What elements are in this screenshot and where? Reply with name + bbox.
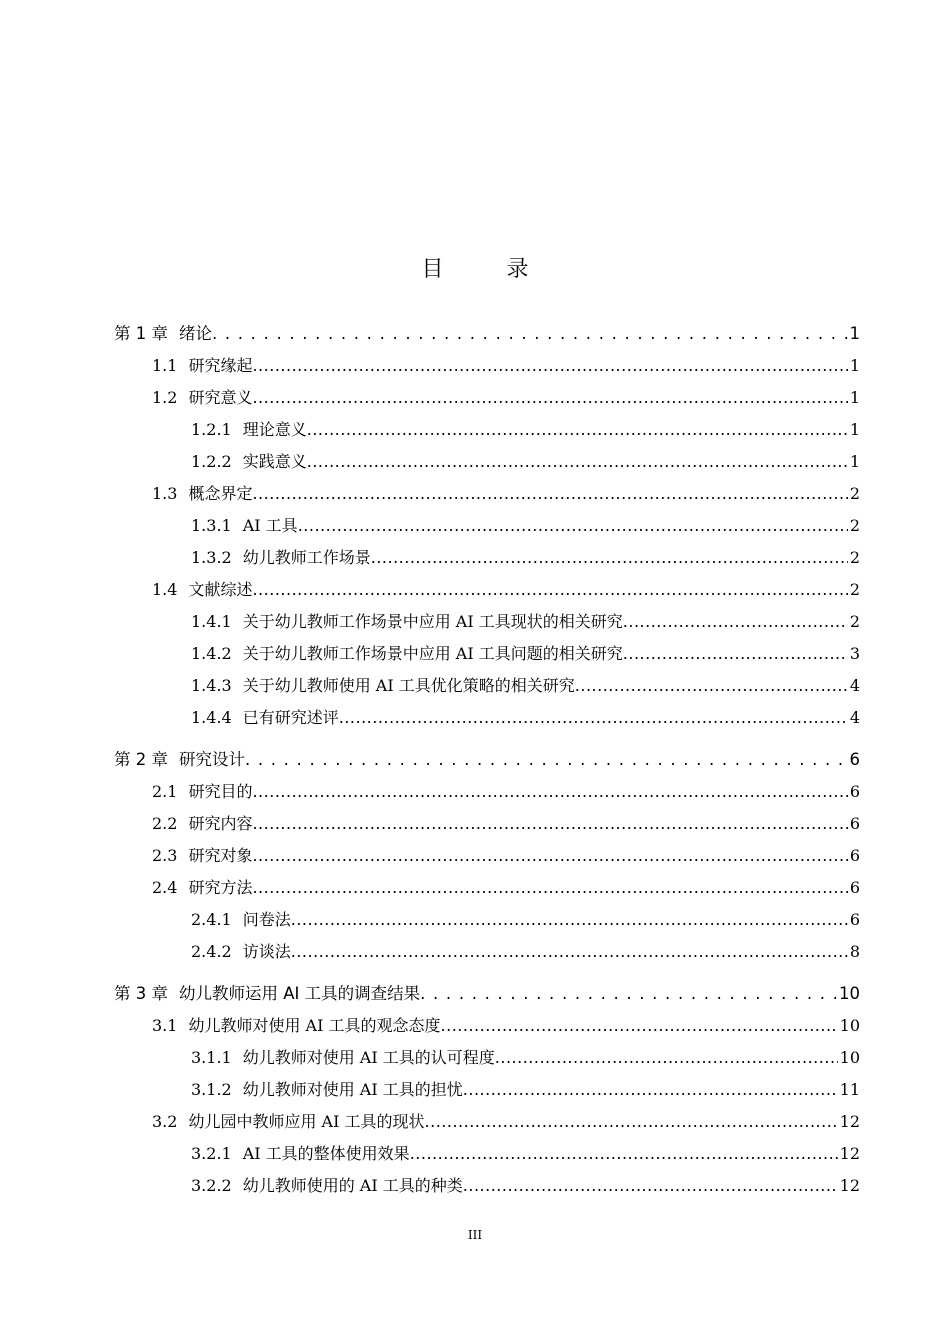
toc-section-entry[interactable]	[114, 872, 860, 904]
toc-entry-title: 文献综述	[188, 580, 253, 599]
toc-entry-number: 1.4.1	[191, 612, 232, 631]
toc-entry-title: 幼儿教师运用 AI 工具的调查结果	[179, 984, 421, 1003]
toc-entry-title: 已有研究述评	[242, 708, 339, 727]
toc-dot-leader	[291, 936, 848, 968]
toc-entry-number: 1.2	[152, 388, 178, 407]
toc-entry-title: AI 工具的整体使用效果	[242, 1144, 410, 1163]
toc-entry-page: 3	[849, 644, 860, 663]
toc-dot-leader	[307, 446, 848, 478]
toc-entry-page: 12	[839, 1176, 860, 1195]
toc-entry-number: 2.3	[152, 846, 178, 865]
toc-dot-leader	[245, 743, 848, 776]
toc-entry-number: 1.3.1	[191, 516, 232, 535]
toc-entry-title: 研究对象	[188, 846, 253, 865]
toc-section-entry[interactable]	[114, 574, 860, 606]
toc-dot-leader	[252, 776, 847, 808]
toc-subsection-entry[interactable]	[114, 1138, 860, 1170]
toc-entry-page: 11	[839, 1080, 860, 1099]
toc-dot-leader	[252, 478, 847, 510]
toc-entry-number: 2.4	[152, 878, 178, 897]
toc-entry-page: 2	[849, 516, 860, 535]
toc-entry-page: 6	[849, 878, 860, 897]
toc-entry-number: 第 2 章	[114, 750, 168, 769]
toc-dot-leader	[463, 1170, 838, 1202]
toc-dot-leader	[441, 1010, 838, 1042]
toc-dot-leader	[371, 542, 848, 574]
toc-entry-number: 3.1.2	[191, 1080, 232, 1099]
page-number-footer: III	[467, 1228, 483, 1242]
toc-subsection-entry[interactable]	[114, 446, 860, 478]
toc-entry-number: 1.4.4	[191, 708, 232, 727]
toc-entry-number: 2.4.2	[191, 942, 232, 961]
toc-entry-title: 幼儿教师对使用 AI 工具的担忧	[242, 1080, 463, 1099]
toc-entry-title: 访谈法	[242, 942, 291, 961]
toc-entry-title: 研究设计	[179, 750, 245, 769]
toc-entry-number: 第 1 章	[114, 324, 168, 343]
toc-chapter-entry[interactable]	[114, 977, 860, 1010]
toc-entry-title: 关于幼儿教师工作场景中应用 AI 工具现状的相关研究	[242, 612, 623, 631]
toc-entry-number: 1.4	[152, 580, 178, 599]
toc-dot-leader	[339, 702, 848, 734]
toc-dot-leader	[252, 808, 847, 840]
toc-entry-number: 1.3	[152, 484, 178, 503]
toc-subsection-entry[interactable]	[114, 670, 860, 702]
toc-entry-number: 1.2.2	[191, 452, 232, 471]
toc-subsection-entry[interactable]	[114, 702, 860, 734]
toc-entry-number: 1.1	[152, 356, 178, 375]
toc-entry-title: 幼儿教师对使用 AI 工具的认可程度	[242, 1048, 495, 1067]
toc-entry-number: 1.3.2	[191, 548, 232, 567]
toc-chapter-entry[interactable]	[114, 743, 860, 776]
toc-subsection-entry[interactable]	[114, 414, 860, 446]
toc-dot-leader	[252, 350, 847, 382]
toc-section-entry[interactable]	[114, 350, 860, 382]
toc-dot-leader	[252, 574, 847, 606]
toc-entry-page: 1	[849, 324, 860, 343]
toc-entry-number: 3.2	[152, 1112, 178, 1131]
toc-dot-leader	[298, 510, 848, 542]
toc-dot-leader	[307, 414, 848, 446]
toc-dot-leader	[623, 638, 848, 670]
toc-subsection-entry[interactable]	[114, 638, 860, 670]
toc-entry-number: 1.2.1	[191, 420, 232, 439]
toc-dot-leader	[495, 1042, 838, 1074]
toc-entry-page: 2	[849, 484, 860, 503]
toc-dot-leader	[252, 840, 847, 872]
toc-subsection-entry[interactable]	[114, 936, 860, 968]
toc-subsection-entry[interactable]	[114, 606, 860, 638]
toc-entry-title: 幼儿教师工作场景	[242, 548, 371, 567]
toc-section-entry[interactable]	[114, 382, 860, 414]
toc-dot-leader	[212, 317, 848, 350]
toc-entry-page: 6	[849, 782, 860, 801]
toc-entry-page: 1	[849, 388, 860, 407]
toc-entry-title: 研究内容	[188, 814, 253, 833]
toc-entry-number: 1.4.2	[191, 644, 232, 663]
toc-dot-leader	[252, 872, 847, 904]
toc-chapter-entry[interactable]	[114, 317, 860, 350]
toc-entry-title: AI 工具	[242, 516, 298, 535]
toc-entry-number: 3.1.1	[191, 1048, 232, 1067]
toc-dot-leader	[420, 977, 837, 1010]
toc-section-entry[interactable]	[114, 776, 860, 808]
toc-entry-title: 幼儿教师使用的 AI 工具的种类	[242, 1176, 463, 1195]
toc-dot-leader	[425, 1106, 838, 1138]
toc-subsection-entry[interactable]	[114, 1042, 860, 1074]
toc-section-entry[interactable]	[114, 478, 860, 510]
toc-entry-title: 关于幼儿教师工作场景中应用 AI 工具问题的相关研究	[242, 644, 623, 663]
toc-entry-page: 1	[849, 420, 860, 439]
toc-section-entry[interactable]	[114, 1106, 860, 1138]
toc-entry-page: 6	[849, 814, 860, 833]
toc-entry-number: 2.1	[152, 782, 178, 801]
toc-subsection-entry[interactable]	[114, 542, 860, 574]
toc-entry-number: 2.2	[152, 814, 178, 833]
toc-entry-page: 2	[849, 612, 860, 631]
toc-entry-page: 1	[849, 452, 860, 471]
toc-section-entry[interactable]	[114, 840, 860, 872]
toc-entry-number: 2.4.1	[191, 910, 232, 929]
toc-entry-number: 第 3 章	[114, 984, 168, 1003]
toc-dot-leader	[463, 1074, 838, 1106]
toc-dot-leader	[623, 606, 848, 638]
toc-title: 目 录	[421, 257, 557, 282]
toc-entry-page: 4	[849, 676, 860, 695]
toc-entry-page: 1	[849, 356, 860, 375]
toc-dot-leader	[410, 1138, 838, 1170]
toc-dot-leader	[252, 382, 847, 414]
toc-entry-page: 2	[849, 548, 860, 567]
toc-entry-page: 6	[849, 750, 860, 769]
toc-entry-title: 理论意义	[242, 420, 307, 439]
toc-entry-title: 实践意义	[242, 452, 307, 471]
toc-dot-leader	[575, 670, 848, 702]
toc-entry-title: 绪论	[179, 324, 212, 343]
toc-entry-title: 研究方法	[188, 878, 253, 897]
toc-entry-page: 10	[839, 1016, 860, 1035]
toc-section-entry[interactable]	[114, 808, 860, 840]
toc-entry-page: 12	[839, 1112, 860, 1131]
toc-entry-title: 幼儿教师对使用 AI 工具的观念态度	[188, 1016, 441, 1035]
toc-subsection-entry[interactable]	[114, 904, 860, 936]
toc-entry-page: 6	[849, 846, 860, 865]
toc-section-entry[interactable]	[114, 1010, 860, 1042]
toc-entry-title: 研究缘起	[188, 356, 253, 375]
toc-entry-number: 1.4.3	[191, 676, 232, 695]
toc-dot-leader	[291, 904, 848, 936]
toc-entry-title: 幼儿园中教师应用 AI 工具的现状	[188, 1112, 425, 1131]
toc-entry-page: 4	[849, 708, 860, 727]
toc-entry-page: 12	[839, 1144, 860, 1163]
toc-entry-title: 研究目的	[188, 782, 253, 801]
toc-subsection-entry[interactable]	[114, 1074, 860, 1106]
toc-entry-number: 3.1	[152, 1016, 178, 1035]
toc-entry-page: 6	[849, 910, 860, 929]
toc-entry-page: 8	[849, 942, 860, 961]
toc-entry-title: 研究意义	[188, 388, 253, 407]
toc-entry-title: 关于幼儿教师使用 AI 工具优化策略的相关研究	[242, 676, 575, 695]
toc-entry-title: 概念界定	[188, 484, 253, 503]
table-of-contents	[114, 317, 860, 1202]
toc-entry-page: 10	[839, 1048, 860, 1067]
toc-subsection-entry[interactable]	[114, 1170, 860, 1202]
toc-entry-page: 2	[849, 580, 860, 599]
toc-entry-page: 10	[839, 984, 860, 1003]
toc-subsection-entry[interactable]	[114, 510, 860, 542]
toc-entry-number: 3.2.1	[191, 1144, 232, 1163]
toc-entry-title: 问卷法	[242, 910, 291, 929]
toc-entry-number: 3.2.2	[191, 1176, 232, 1195]
